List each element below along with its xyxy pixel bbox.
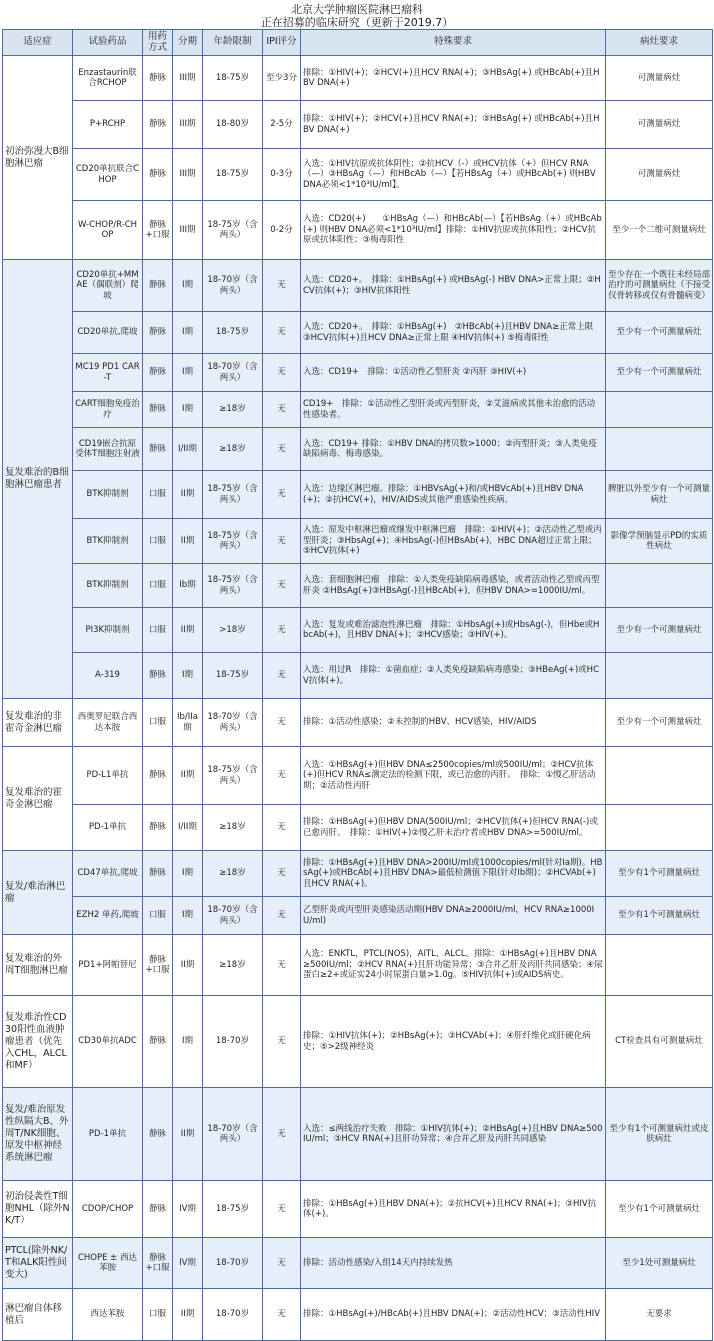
ipi-cell: 0-2分 — [263, 201, 301, 260]
lesion-cell — [606, 935, 713, 996]
age-cell: >18岁 — [203, 608, 263, 653]
special-cell: 入选：边缘区淋巴瘤。排除：①HBVsAg(+)和/或HBVcAb(+)且HBV DNA(+)；②抗HCV(+)，HIV/AIDS或其他严重感染性疾病。 — [301, 471, 606, 519]
phase-cell: Ib期 — [173, 564, 203, 608]
special-cell: 入选：CD20(+) ①HBsAg（—）和HBcAb(—）【若HBsAg（+）或HBcAb(+) 则HBV DNA必须<1*10³IU/ml】排除：①HIV抗原或抗体阳性；②HCV抗原或抗体阳性；③梅毒阳性 — [301, 201, 606, 260]
route-cell: 静脉 — [143, 747, 173, 805]
phase-cell: III期 — [173, 149, 203, 201]
phase-cell: I期 — [173, 392, 203, 428]
route-cell: 静脉+口服 — [143, 1238, 173, 1289]
age-cell: 18-75岁 — [203, 312, 263, 354]
special-cell: 入选：CD20+。 排除：①HBsAg(+) 或HBsAg(-) HBV DNA>正常上限；②HCV抗体(+)；③HIV抗体阳性 — [301, 260, 606, 312]
age-cell: 18-75岁 — [203, 56, 263, 101]
ipi-cell: 无 — [263, 564, 301, 608]
table-row — [3, 312, 713, 354]
phase-cell: III期 — [173, 101, 203, 149]
age-cell: 18-70岁（含两头） — [203, 260, 263, 312]
special-cell: 入选：≤两线治疗失败 排除：①HIV抗体(+)；②HBsAg(+)且HBV DNA≥500IU/ml；③HCV RNA(+)且肝功异常；④合并乙肝及丙肝共同感染 — [301, 1088, 606, 1181]
table-row — [3, 519, 713, 564]
age-cell: ≥18岁 — [203, 935, 263, 996]
special-cell: 排除：活动性感染/入组14天内持续发热 — [301, 1238, 606, 1289]
phase-cell: IV期 — [173, 1238, 203, 1289]
drug-cell: EZH2 单药,爬坡 — [73, 897, 143, 935]
drug-cell: W-CHOP/R-CHOP — [73, 201, 143, 260]
lesion-cell: 可测量病灶 — [606, 56, 713, 101]
age-cell: 18-75岁（含两头） — [203, 564, 263, 608]
indication-cell: 初治弥漫大B细胞淋巴瘤 — [3, 56, 73, 260]
drug-cell: 西奥罗尼联合西达本胺 — [73, 699, 143, 747]
age-cell: ≥18岁 — [203, 392, 263, 428]
table-row — [3, 1238, 713, 1289]
indication-cell: 复发/难治淋巴瘤 — [3, 851, 73, 935]
phase-cell: III期 — [173, 201, 203, 260]
ipi-cell: 无 — [263, 608, 301, 653]
lesion-cell — [606, 653, 713, 699]
drug-cell: PI3K抑制剂 — [73, 608, 143, 653]
lesion-cell: CT检查具有可测量病灶 — [606, 996, 713, 1088]
table-row — [3, 149, 713, 201]
special-cell: 入选：用过R 排除：①菌血症；②人类免疫缺陷病毒感染；③HBeAg(+)或HCV抗体(+)。 — [301, 653, 606, 699]
table-row — [3, 260, 713, 312]
special-cell: 入选：①HBsAg(+)但HBV DNA≤2500copies/ml或500IU/ml；②HCV抗体(+)但HCV RNA≤测定法的检测下限，或已治愈的丙肝。 排除：①慢乙肝活动期；②活动性丙肝 — [301, 747, 606, 805]
indication-cell: PTCL(除外NK/T和ALK阳性间变大) — [3, 1238, 73, 1289]
lesion-cell: 至少1处可测量病灶 — [606, 1238, 713, 1289]
table-row — [3, 653, 713, 699]
table-row — [3, 392, 713, 428]
phase-cell: I期 — [173, 260, 203, 312]
phase-cell: II期 — [173, 1088, 203, 1181]
ipi-cell: 无 — [263, 996, 301, 1088]
route-cell: 静脉 — [143, 428, 173, 471]
special-cell: 入选：原发中枢淋巴瘤或继发中枢淋巴瘤 排除：①HIV(+)；②活动性乙型或丙型肝炎；③HbsAg(+)；④HbsAg(-)但HBsAb(+)，HBC DNA超过正常上限；⑤HCV抗体(+) — [301, 519, 606, 564]
phase-cell: I期 — [173, 851, 203, 897]
age-cell: 18-70岁（含两头） — [203, 699, 263, 747]
route-cell: 口服 — [143, 608, 173, 653]
drug-cell: CDOP/CHOP — [73, 1181, 143, 1238]
ipi-cell: 0-3分 — [263, 149, 301, 201]
phase-cell: II期 — [173, 1289, 203, 1341]
ipi-cell: 2-5分 — [263, 101, 301, 149]
lesion-cell — [606, 747, 713, 805]
ipi-cell: 无 — [263, 851, 301, 897]
ipi-cell: 无 — [263, 1238, 301, 1289]
drug-cell: CD47单抗,爬坡 — [73, 851, 143, 897]
ipi-cell: 无 — [263, 354, 301, 392]
table-row — [3, 471, 713, 519]
age-cell: 18-75岁 — [203, 653, 263, 699]
route-cell: 静脉 — [143, 149, 173, 201]
special-cell: 入选：CD20+。 排除：①HBsAg(+) ②HBcAb(+)且HBV DNA≥正常上限 ③HCV抗体(+)且HCV DNA≥正常上限 ④HIV抗体(+) ⑤梅毒阳性 — [301, 312, 606, 354]
special-cell: 入选：CD19+ 排除：①HBV DNA的拷贝数>1000；②丙型肝炎；③人类免疫缺陷病毒、梅毒感染。 — [301, 428, 606, 471]
special-cell: 排除：①HBsAg(+)/HBcAb(+)且HBV DNA(+)；②活动性HCV；③活动性HIV — [301, 1289, 606, 1341]
lesion-cell: 至少有1个可测量病灶 — [606, 851, 713, 897]
phase-cell: II期 — [173, 471, 203, 519]
route-cell: 静脉 — [143, 805, 173, 851]
age-cell: ≥18岁 — [203, 428, 263, 471]
drug-cell: CHOPE ± 西达苯胺 — [73, 1238, 143, 1289]
drug-cell: BTK抑制剂 — [73, 564, 143, 608]
phase-cell: II期 — [173, 608, 203, 653]
drug-cell: PD-1单抗 — [73, 805, 143, 851]
ipi-cell: 无 — [263, 897, 301, 935]
table-row — [3, 747, 713, 805]
age-cell: 18-70岁（含两头） — [203, 1088, 263, 1181]
lesion-cell — [606, 805, 713, 851]
age-cell: 18-70岁（含两头） — [203, 897, 263, 935]
special-cell: 排除：①HBsAg(+)且HBV DNA>200IU/ml或1000copies/ml(针对Ia期)。HBsAg(+)或HBcAb(+)且HBV DNA>最低检测值下限(针对Ib期)；②HCVAb(+)且HCV RNA(+)。 — [301, 851, 606, 897]
table-row — [3, 201, 713, 260]
drug-cell: MC19 PD1 CAR-T — [73, 354, 143, 392]
table-row — [3, 1181, 713, 1238]
column-header: 适应症 — [3, 30, 73, 56]
special-cell: 排除：①HBsAg(+)且HBV DNA(+)；②抗HCV(+)且HCV RNA(+)；③HIV抗体(+)。 — [301, 1181, 606, 1238]
lesion-cell: 至少有1个可测量病灶 — [606, 1181, 713, 1238]
lesion-cell — [606, 392, 713, 428]
lesion-cell: 至少一个二维可测量病灶 — [606, 201, 713, 260]
lesion-cell: 无要求 — [606, 1289, 713, 1341]
phase-cell: II期 — [173, 935, 203, 996]
lesion-cell: 至少有1个可测量病灶 — [606, 897, 713, 935]
table-row — [3, 354, 713, 392]
indication-cell: 复发难治的非霍奇金淋巴瘤 — [3, 699, 73, 747]
age-cell: 18-70岁 — [203, 1238, 263, 1289]
age-cell: 18-75岁（含两头） — [203, 747, 263, 805]
lesion-cell: 影像学预脑显示PD的实质性病灶 — [606, 519, 713, 564]
route-cell: 静脉+口服 — [143, 201, 173, 260]
ipi-cell: 无 — [263, 653, 301, 699]
route-cell: 口服 — [143, 897, 173, 935]
drug-cell: BTK抑制剂 — [73, 519, 143, 564]
special-cell: 排除：①HIV抗体(+)；②HBsAg(+)；③HCVAb(+)；④肝纤维化或肝硬化病史；⑤>2级神经炎 — [301, 996, 606, 1088]
indication-cell: 复发难治的霍奇金淋巴瘤 — [3, 747, 73, 851]
route-cell: 口服 — [143, 519, 173, 564]
route-cell: 静脉 — [143, 101, 173, 149]
ipi-cell: 无 — [263, 312, 301, 354]
route-cell: 口服 — [143, 564, 173, 608]
table-row — [3, 564, 713, 608]
drug-cell: CART细胞免疫治疗 — [73, 392, 143, 428]
lesion-cell: 至少有一个可测量病灶 — [606, 608, 713, 653]
route-cell: 口服 — [143, 471, 173, 519]
phase-cell: II期 — [173, 519, 203, 564]
route-cell: 静脉 — [143, 312, 173, 354]
table-row — [3, 897, 713, 935]
route-cell: 静脉 — [143, 56, 173, 101]
table-row — [3, 935, 713, 996]
special-cell: 入选：ENKTL，PTCL(NOS)，AITL，ALCL。排除：①HBsAg(+)且HBV DNA≥500IU/ml；②HCV RNA(+)且肝功能异常；③合并乙肝及丙肝共同感染；④尿蛋白≥2+或证实24小时尿蛋白量>1.0g。⑤HIV抗体(+)或AIDS病史。 — [301, 935, 606, 996]
drug-cell: CD19嵌合抗原受体T细胞注射液 — [73, 428, 143, 471]
table-row — [3, 56, 713, 101]
column-header: 试验药品 — [73, 30, 143, 56]
table-row — [3, 1289, 713, 1341]
ipi-cell: 至少3分 — [263, 56, 301, 101]
drug-cell: PD1+阿帕替尼 — [73, 935, 143, 996]
lesion-cell: 至少有一个可测量病灶 — [606, 354, 713, 392]
ipi-cell: 无 — [263, 428, 301, 471]
age-cell: 18-70岁 — [203, 996, 263, 1088]
lesion-cell: 脾脏以外至少有一个可测量病灶 — [606, 471, 713, 519]
age-cell: 18-75岁（含两头） — [203, 519, 263, 564]
ipi-cell: 无 — [263, 805, 301, 851]
column-header: 分期 — [173, 30, 203, 56]
phase-cell: III期 — [173, 56, 203, 101]
table-row — [3, 101, 713, 149]
ipi-cell: 无 — [263, 260, 301, 312]
trial-table — [2, 29, 713, 1341]
route-cell: 口服 — [143, 1289, 173, 1341]
table-row — [3, 699, 713, 747]
table-row — [3, 1088, 713, 1181]
phase-cell: IV期 — [173, 1181, 203, 1238]
special-cell: 入选：CD19+ 排除：①活动性乙型肝炎 ②丙肝 ③HIV(+) — [301, 354, 606, 392]
drug-cell: Enzastaurin联合RCHOP — [73, 56, 143, 101]
column-header: 年龄限制 — [203, 30, 263, 56]
table-row — [3, 851, 713, 897]
lesion-cell: 可测量病灶 — [606, 101, 713, 149]
indication-cell: 复发难治性CD30阳性血液肿瘤患者（优先入CHL，ALCL和MF） — [3, 996, 73, 1088]
special-cell: 乙型肝炎或丙型肝炎感染活动期(HBV DNA≥2000IU/ml，HCV RNA≥1000IU/ml) — [301, 897, 606, 935]
lesion-cell: 可测量病灶 — [606, 149, 713, 201]
age-cell: 18-75岁 — [203, 1181, 263, 1238]
column-header: 特殊要求 — [301, 30, 606, 56]
phase-cell: I期 — [173, 996, 203, 1088]
indication-cell: 复发/难治原发性纵隔大B、外周T/NK细胞、原发中枢神经系统淋巴瘤 — [3, 1088, 73, 1181]
lesion-cell — [606, 564, 713, 608]
phase-cell: I期 — [173, 897, 203, 935]
drug-cell: CD20单抗联合CHOP — [73, 149, 143, 201]
special-cell: 排除：①HIV(+)；②HCV(+)且HCV RNA(+)；③HBsAg(+) 或HBcAb(+)且HBV DNA(+) — [301, 101, 606, 149]
age-cell: 18-70岁（含两头） — [203, 354, 263, 392]
drug-cell: P+RCHP — [73, 101, 143, 149]
drug-cell: PD-1单抗 — [73, 1088, 143, 1181]
indication-cell: 初治侵袭性T细胞NHL（除外NK/T） — [3, 1181, 73, 1238]
special-cell: 排除：①活动性感染；②未控制的HBV、HCV感染，HIV/AIDS — [301, 699, 606, 747]
indication-cell: 复发难治的B细胞淋巴瘤患者 — [3, 260, 73, 699]
ipi-cell: 无 — [263, 471, 301, 519]
age-cell: 18-75岁 — [203, 149, 263, 201]
drug-cell: PD-L1单抗 — [73, 747, 143, 805]
table-row — [3, 608, 713, 653]
route-cell: 口服 — [143, 699, 173, 747]
phase-cell: I期 — [173, 653, 203, 699]
ipi-cell: 无 — [263, 392, 301, 428]
phase-cell: I期 — [173, 354, 203, 392]
table-row — [3, 428, 713, 471]
lesion-cell — [606, 428, 713, 471]
page-subtitle: 正在招募的临床研究（更新于2019.7） — [260, 16, 454, 29]
special-cell: 入选：复发或难治滤泡性淋巴瘤 排除：①HbsAg(+)或HbsAg(-)，但Hbe或HbcAb(+)，且HBV DNA(+)；②HCV感染；③HIV(+)。 — [301, 608, 606, 653]
table-header-row — [3, 30, 713, 56]
special-cell: 入选：①HIV抗原或抗体阴性；②抗HCV（-）或HCV抗体（+）但HCV RNA（—）③HBsAg（—）和HBcAb（—）【若HBsAg（+）或HBcAb(+) 则HBV DNA必须<1*10³IU/ml】。 — [301, 149, 606, 201]
ipi-cell: 无 — [263, 519, 301, 564]
route-cell: 静脉 — [143, 1181, 173, 1238]
age-cell: 18-75岁（含两头） — [203, 201, 263, 260]
route-cell: 静脉 — [143, 392, 173, 428]
age-cell: 18-70岁 — [203, 1289, 263, 1341]
lesion-cell: 至少存在一个既往未经局部治疗的可测量病灶（不接受仅骨转移或仅有骨髓病变） — [606, 260, 713, 312]
age-cell: 18-80岁 — [203, 101, 263, 149]
drug-cell: CD20单抗,爬坡 — [73, 312, 143, 354]
drug-cell: A-319 — [73, 653, 143, 699]
phase-cell: I期 — [173, 312, 203, 354]
ipi-cell: 无 — [263, 1088, 301, 1181]
column-header: 用药方式 — [143, 30, 173, 56]
phase-cell: I/II期 — [173, 805, 203, 851]
route-cell: 静脉 — [143, 354, 173, 392]
age-cell: ≥18岁 — [203, 805, 263, 851]
drug-cell: 西达苯胺 — [73, 1289, 143, 1341]
ipi-cell: 无 — [263, 935, 301, 996]
route-cell: 静脉 — [143, 851, 173, 897]
route-cell: 静脉 — [143, 653, 173, 699]
column-header: 病灶要求 — [606, 30, 713, 56]
phase-cell: I/II期 — [173, 428, 203, 471]
lesion-cell: 至少有一个可测量病灶 — [606, 312, 713, 354]
lesion-cell: 至少有1个可测量病灶或皮肤病灶 — [606, 1088, 713, 1181]
special-cell: 入选：套细胞淋巴瘤 排除：①人类免疫缺陷病毒感染，或者活动性乙型或丙型肝炎 ②HBsAg(+)③HBsAg(-)且HBcAb(+)，但HBV DNA>=1000IU/ml。 — [301, 564, 606, 608]
column-header: IPI评分 — [263, 30, 301, 56]
special-cell: CD19+ 排除：①活动性乙型肝炎或丙型肝炎，②艾滋病或其他未治愈的活动性感染者。 — [301, 392, 606, 428]
route-cell: 静脉 — [143, 260, 173, 312]
drug-cell: BTK抑制剂 — [73, 471, 143, 519]
drug-cell: CD30单抗ADC — [73, 996, 143, 1088]
indication-cell: 复发难治的外周T细胞淋巴瘤 — [3, 935, 73, 996]
page-title: 北京大学肿瘤医院淋巴瘤科 — [291, 3, 423, 16]
age-cell: 18-75岁（含两头） — [203, 471, 263, 519]
page-header — [0, 0, 714, 29]
phase-cell: Ib/IIa期 — [173, 699, 203, 747]
table-row — [3, 996, 713, 1088]
lesion-cell: 至少有一个可测量病灶 — [606, 699, 713, 747]
ipi-cell: 无 — [263, 1289, 301, 1341]
ipi-cell: 无 — [263, 747, 301, 805]
indication-cell: 淋巴瘤自体移植后 — [3, 1289, 73, 1341]
route-cell: 静脉+口服 — [143, 935, 173, 996]
ipi-cell: 无 — [263, 699, 301, 747]
phase-cell: II期 — [173, 747, 203, 805]
ipi-cell: 无 — [263, 1181, 301, 1238]
age-cell: ≥18岁 — [203, 851, 263, 897]
drug-cell: CD20单抗+MMAE（偶联剂）爬坡 — [73, 260, 143, 312]
special-cell: 排除：①HIV(+)；②HCV(+)且HCV RNA(+)；③HBsAg(+) 或HBcAb(+)且HBV DNA(+) — [301, 56, 606, 101]
route-cell: 静脉 — [143, 996, 173, 1088]
table-row — [3, 805, 713, 851]
special-cell: 排除：①HBsAg(+)但HBV DNA(500IU/ml；②HCV抗体(+)但HCV RNA(-)或已愈丙肝。 排除：①HIV(+)②慢乙肝未治疗者或HBV DNA>=500IU/ml。 — [301, 805, 606, 851]
route-cell: 静脉 — [143, 1088, 173, 1181]
